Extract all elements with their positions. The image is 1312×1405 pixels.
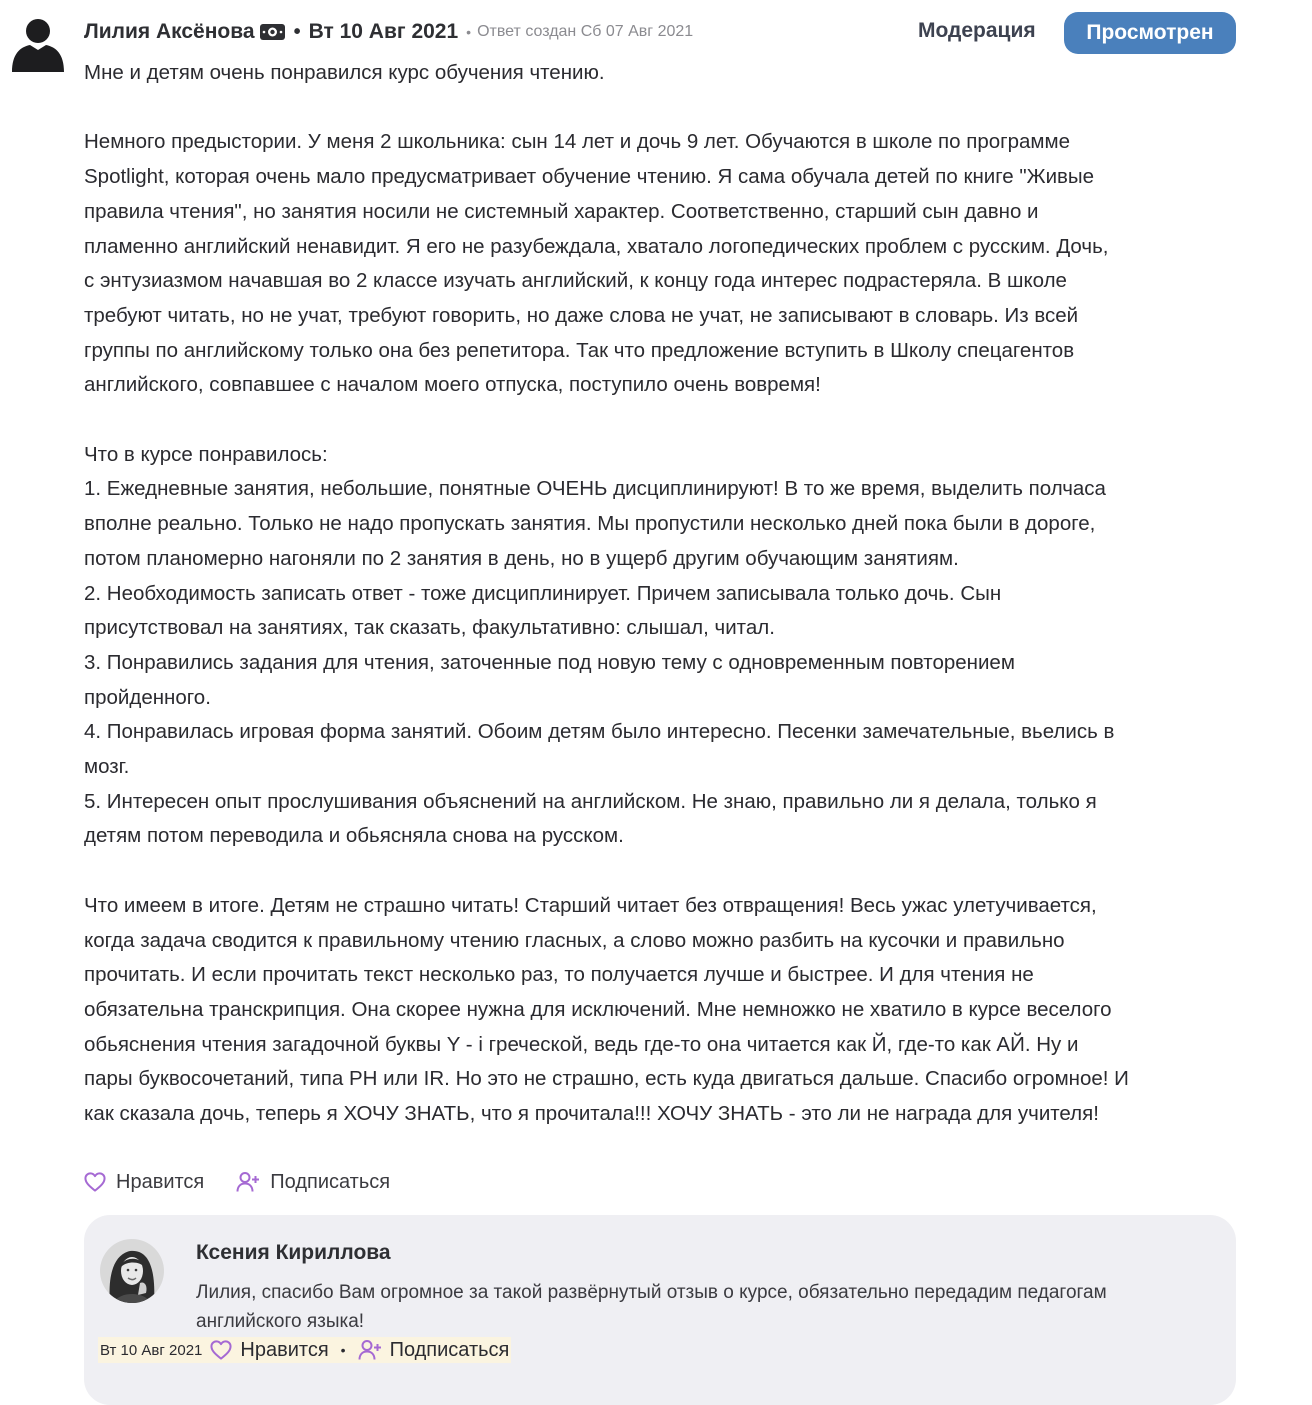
add-user-icon [358, 1339, 382, 1361]
review-text-line: английского, совпавшее с началом моего отпуска, поступило очень вовремя! [84, 373, 821, 397]
moderation-link[interactable]: Модерация [918, 19, 1036, 42]
reply-date: Вт 10 Авг 2021 [100, 1341, 203, 1359]
review-text-line: обьяснения чтения загадочной буквы Y - i греческой, ведь где-то она читается как Й, где-то как АЙ. Ну и [84, 1032, 1079, 1056]
review-text-line: присутствовал на занятиях, так сказать, факультативно: слышал, читал. [84, 616, 775, 640]
reply-subscribe-label: Подписаться [389, 1338, 510, 1361]
paragraph-gap [84, 91, 1244, 126]
like-button[interactable] [84, 1171, 204, 1194]
review-text-line: 1. Ежедневные занятия, небольшие, понятные ОЧЕНЬ дисциплинируют! В то же время, выделить полчаса [84, 477, 1106, 501]
review-text-line: Что в курсе понравилось: [84, 442, 328, 466]
review-text-line: прочитать. И если прочитать текст несколько раз, то получается лучше и быстрее. И для чтения не [84, 963, 1034, 987]
review-text-line: 3. Понравились задания для чтения, заточенные под новую тему с одновременным повторением [84, 650, 1015, 674]
review-text [84, 56, 1244, 1132]
review-text-line: пары буквосочетаний, типа PH или IR. Но это не страшно, есть куда двигаться дальше. Спасибо огромное! И [84, 1067, 1129, 1091]
separator-dot: • [293, 20, 301, 43]
status-viewed-button[interactable]: Просмотрен [1064, 12, 1236, 54]
reply-author-avatar[interactable] [100, 1239, 164, 1303]
review-text-line: обязательна транскрипция. Она скорее нужна для исключений. Мне немножко не хватило в курсе веселого [84, 997, 1112, 1021]
subscribe-button[interactable] [236, 1171, 390, 1194]
review-text-line: детям потом переводила и обьясняла снова на русском. [84, 824, 624, 848]
add-user-icon [236, 1171, 260, 1193]
heart-icon [84, 1172, 106, 1192]
review-text-line: Что имеем в итоге. Детям не страшно читать! Старший читает без отвращения! Весь ужас улетучивается, [84, 893, 1097, 917]
paragraph-gap [84, 854, 1244, 889]
like-label: Нравится [116, 1170, 205, 1193]
reply-footer [98, 1337, 511, 1363]
author-name[interactable]: Лилия Аксёнова [84, 20, 255, 43]
separator-dot: • [340, 1342, 346, 1358]
heart-icon [210, 1340, 232, 1360]
review-text-line: вполне реально. Только не надо пропускать занятия. Мы пропустили несколько дней пока были в дороге, [84, 512, 1096, 536]
reply-like-button[interactable] [210, 1339, 328, 1362]
review-text-line: требуют читать, но не учат, требуют говорить, но даже слова не учат, не записывают в словарь. Из всей [84, 303, 1079, 327]
subscribe-label: Подписаться [270, 1170, 391, 1193]
reply-text: Лилия, спасибо Вам огромное за такой развёрнутый отзыв о курсе, обязательно передадим педагогам английского языка! [196, 1282, 1107, 1332]
review-text-line: мозг. [84, 755, 130, 779]
review-text-line: Мне и детям очень понравился курс обучения чтению. [84, 61, 605, 84]
reply-card [84, 1215, 1236, 1405]
user-silhouette-icon[interactable] [10, 14, 66, 72]
review-text-line: Spotlight, которая очень мало предусматривает обучение чтению. Я сама обучала детей по книге "Живые [84, 165, 1095, 189]
review-text-line: группы по английскому только она без репетитора. Так что предложение вступить в Школу спецагентов [84, 338, 1075, 362]
review-text-line: Немного предыстории. У меня 2 школьника: сын 14 лет и дочь 9 лет. Обучаются в школе по программе [84, 130, 1071, 154]
separator-dot: • [466, 24, 472, 40]
review-text-line: правила чтения", но занятия носили не системный характер. Соответственно, старший сын давно и [84, 199, 1039, 223]
review-text-line: когда задача сводится к правильному чтению гласных, а слово можно разбить на кусочки и правильно [84, 928, 1065, 952]
answer-created-meta: Ответ создан Сб 07 Авг 2021 [477, 23, 694, 40]
review-text-line: с энтузиазмом начавшая во 2 классе изучать английский, к концу года интерес подрастеряла. В школе [84, 269, 1067, 293]
reply-subscribe-button[interactable] [358, 1339, 510, 1362]
review-text-line: как сказала дочь, теперь я ХОЧУ ЗНАТЬ, что я прочитала!!! ХОЧУ ЗНАТЬ - это ли не награда для учителя! [84, 1102, 1099, 1126]
review-text-line: пламенно английский ненавидит. Я его не разубеждала, хватало логопедических проблем с русским. Дочь, [84, 234, 1109, 258]
review-header [84, 14, 693, 50]
review-actions [84, 1166, 390, 1198]
review-date: Вт 10 Авг 2021 [308, 20, 459, 43]
ticket-icon [259, 23, 286, 41]
review-text-line: 2. Необходимость записать ответ - тоже дисциплинирует. Причем записывала только дочь. Сын [84, 581, 1002, 605]
review-text-line: 4. Понравилась игровая форма занятий. Обоим детям было интересно. Песенки замечательные, вьелись в [84, 720, 1115, 744]
review-text-line: 5. Интересен опыт прослушивания объяснений на английском. Не знаю, правильно ли я делала, только я [84, 789, 1097, 813]
paragraph-gap [84, 403, 1244, 438]
review-text-line: пройденного. [84, 685, 211, 709]
review-text-line: потом планомерно нагоняли по 2 занятия в день, но в ущерб другим обучающим занятиям. [84, 546, 959, 570]
reply-author-name[interactable]: Ксения Кириллова [196, 1241, 391, 1264]
reply-like-label: Нравится [240, 1338, 329, 1361]
